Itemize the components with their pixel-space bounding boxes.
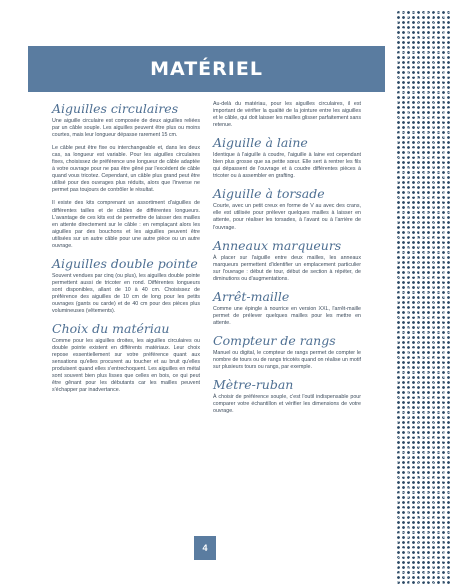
section-heading: Choix du matériau (52, 321, 170, 337)
section-heading: Anneaux marqueurs (213, 237, 342, 253)
paragraph: Il existe des kits comprenant un assortiment d'aiguilles de différentes tailles et de câbles de différentes longueurs. L'avantage de ces kits est de permettre de laisser des mailles en attente directement sur le câble : en remplaçant alors les aiguilles par des bouchons et les aiguilles peuvent être utilisées sur un autre câble pour une autre pièce ou un autre ouvrage. (52, 200, 200, 249)
paragraph: Comme une épingle à nourrice en version XXL, l'arrêt-maille permet de prélever quelques mailles pour les mettre en attente. (213, 305, 361, 326)
section-aiguilles-double-pointe (52, 256, 200, 315)
section-heading: Mètre-ruban (213, 377, 294, 393)
page-title-banner (28, 46, 385, 92)
right-column (213, 101, 361, 421)
section-heading: Arrêt-maille (213, 288, 290, 304)
paragraph: À choisir de préférence souple, c'est l'outil indispensable pour comparer votre échantillon et vérifier les dimensions de votre ouvrage. (213, 394, 361, 415)
left-column (52, 101, 200, 400)
section-aiguille-a-torsade (213, 186, 361, 231)
paragraph: À placer sur l'aiguille entre deux mailles, les anneaux marqueurs permettent d'identifier un emplacement particulier sur l'ouvrage : début de tour, début de section à répéter, de diminutions ou d'augmentations. (213, 254, 361, 282)
page-number: 4 (202, 543, 208, 553)
page-title: MATÉRIEL (150, 58, 263, 80)
decorative-scale-pattern (396, 10, 452, 584)
section-heading: Aiguille à torsade (213, 186, 325, 202)
section-aiguille-a-laine (213, 135, 361, 180)
paragraph: Souvent vendues par cinq (ou plus), les aiguilles double pointe permettent aussi de tricoter en rond. Différentes longueurs sont disponibles, allant de 10 à 40 cm. Choisissez de préférence des aiguilles de 10 cm de long pour les petits ouvrages (gants ou carde) et de 40 cm pour des pièces plus volumineuses (vêtements). (52, 272, 200, 315)
section-heading: Aiguilles double pointe (52, 255, 198, 271)
section-compteur-de-rangs (213, 333, 361, 371)
paragraph: Courte, avec un petit creux en forme de V au avec des crans, elle est utilisée pour prélever quelques mailles à laisser en attente, pour réaliser les torsades, à l'avant ou à l'arrière de l'ouvrage. (213, 203, 361, 231)
paragraph: Identique à l'aiguille à coudre, l'aiguille à laine est cependant bien plus grosse que sa petite sœur. Elle sert à rentrer les fils qui dépassent de l'ouvrage et à coudre différentes pièces à tricoter ou à assembler en grafting. (213, 152, 361, 180)
paragraph: Au-delà du matériau, pour les aiguilles circulaires, il est important de vérifier la qualité de la jointure entre les aiguilles et le câble, qui doit laisser les mailles glisser parfaitement sans retenue. (213, 101, 361, 129)
paragraph: Une aiguille circulaire est composée de deux aiguilles reliées par un câble souple. Les aiguilles peuvent être plus ou moins courtes, mais leur longueur dépasse rarement 15 cm. (52, 118, 200, 139)
section-choix-du-materiau (52, 321, 200, 394)
section-arret-maille (213, 289, 361, 327)
section-metre-ruban (213, 377, 361, 415)
paragraph: Le câble peut être fixe ou interchangeable et, dans les deux cas, sa longueur est variable. Pour les aiguilles circulaires fixes, choisissez de préférence une longueur de câble adaptée à votre ouvrage pour ne pas être gêné par l'excédent de câble quand vous tricotez. Cependant, un câble plus grand peut être utilisé pour des ouvrages plus réduits, alors que l'inverse ne permet pas toujours de contrôler le résultat. (52, 145, 200, 194)
section-continuation (213, 101, 361, 129)
paragraph: Manuel ou digital, le compteur de rangs permet de compter le nombre de tours ou de rangs tricotés quand on réalise un motif sur plusieurs tours ou rangs, par exemple. (213, 349, 361, 370)
section-anneaux-marqueurs (213, 238, 361, 283)
section-heading: Aiguilles circulaires (52, 101, 179, 116)
section-heading: Aiguille à laine (213, 135, 308, 151)
page-number-badge (194, 536, 216, 560)
section-aiguilles-circulaires (52, 101, 200, 250)
paragraph: Comme pour les aiguilles droites, les aiguilles circulaires ou double pointe existent en différents matériaux. Leur choix repose essentiellement sur votre préférence quant aux sensations qu'elles procurent au toucher et au bruit qu'elles produisent quand elles s'entrechoquent. Les aiguilles en métal sont souvent bien plus lisses que celles en bois, ce qui peut être gênant pour les débutants car les mailles peuvent s'échapper par inadvertance. (52, 338, 200, 394)
section-heading: Compteur de rangs (213, 332, 336, 348)
